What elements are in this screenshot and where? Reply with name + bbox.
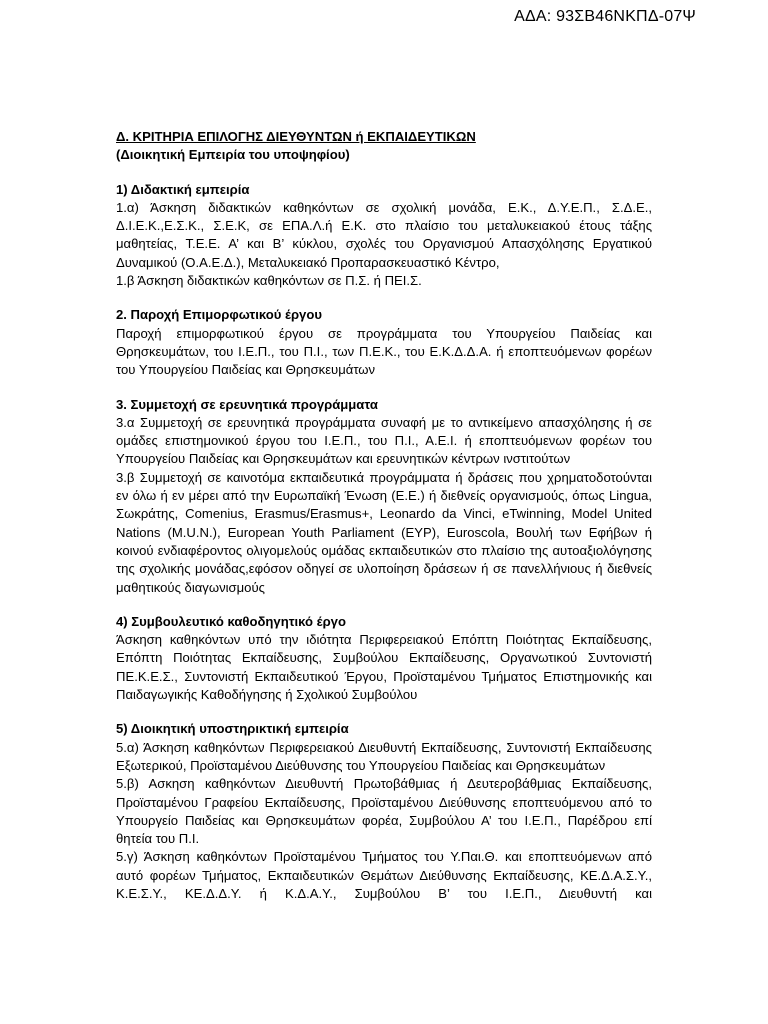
document-title: Δ. ΚΡΙΤΗΡΙΑ ΕΠΙΛΟΓΗΣ ΔΙΕΥΘΥΝΤΩΝ ή ΕΚΠΑΙΔΕΥΤΙΚΩΝ bbox=[116, 129, 476, 144]
document-subtitle: (Διοικητική Εμπειρία του υποψηφίου) bbox=[116, 147, 350, 163]
paragraph: 1.α) Άσκηση διδακτικών καθηκόντων σε σχολική μονάδα, Ε.Κ., Δ.Υ.Ε.Π., Σ.Δ.Ε., Δ.Ι.Ε.Κ.,Ε.Σ.Κ., Σ.Ε.Κ, σε ΕΠΑ.Λ.ή Ε.Κ. στο πλαίσιο του μεταλυκειακού έτους τάξης μαθητείας, Τ.Ε.Ε. Α’ και Β’ κύκλου, σχολές του Οργανισμού Απασχόλησης Εργατικού Δυναμικού (Ο.Α.Ε.Δ.), Μεταλυκειακό Προπαρασκευαστικό Κέντρο, bbox=[116, 199, 652, 270]
section-teaching-experience bbox=[116, 181, 652, 291]
ada-code: ΑΔΑ: 93ΣΒ46ΝΚΠΔ-07Ψ bbox=[514, 8, 696, 25]
section-research-programs bbox=[116, 396, 652, 597]
section-advisory-work bbox=[116, 613, 652, 704]
section-heading: 4) Συμβουλευτικό καθοδηγητικό έργο bbox=[116, 613, 346, 629]
section-training-work bbox=[116, 306, 652, 379]
paragraph: 5.β) Ασκηση καθηκόντων Διευθυντή Πρωτοβάθμιας ή Δευτεροβάθμιας Εκπαίδευσης, Προϊσταμένου Γραφείου Εκπαίδευσης, Προϊσταμένου Διεύθυνσης εποπτευόμενου από το Υπουργείο Παιδείας και Θρησκευμάτων φορέα, Συμβούλου Α’ του Ι.Ε.Π., Παρέδρου επί θητεία του Π.Ι. bbox=[116, 776, 652, 847]
paragraph: 5.γ) Άσκηση καθηκόντων Προϊσταμένου Τμήματος του Υ.Παι.Θ. και εποπτευόμενων από αυτό φορέων Τμήματος, Εκπαιδευτικών Θεμάτων Διεύθυνσης Εκπαίδευσης, ΚΕ.Δ.Α.Σ.Υ., Κ.Ε.Σ.Υ., ΚΕ.Δ.Δ.Υ. ή Κ.Δ.Α.Υ., Συμβούλου Β’ του Ι.Ε.Π., Διευθυντή και bbox=[116, 849, 652, 901]
paragraph: 5.α) Άσκηση καθηκόντων Περιφερειακού Διευθυντή Εκπαίδευσης, Συντονιστή Εκπαίδευσης Εξωτερικού, Προϊσταμένου Διεύθυνσης του Υπουργείου Παιδείας και Θρησκευμάτων bbox=[116, 739, 652, 773]
section-heading: 5) Διοικητική υποστηρικτική εμπειρία bbox=[116, 721, 349, 737]
paragraph: 3.α Συμμετοχή σε ερευνητικά προγράμματα συναφή με το αντικείμενο απασχόλησης ή σε ομάδες επιστημονικού έργου του Ι.Ε.Π., του Π.Ι., Α.Ε.Ι. ή εποπτευόμενων φορέων του Υπουργείου Παιδείας και Θρησκευμάτων και ερευνητικών κέντρων ινστιτούτων bbox=[116, 414, 652, 467]
paragraph: Παροχή επιμορφωτικού έργου σε προγράμματα του Υπουργείου Παιδείας και Θρησκευμάτων, του Ι.Ε.Π., του Π.Ι., των Π.Ε.Κ., του Ε.Κ.Δ.Δ.Α. ή εποπτευόμενων φορέων του Υπουργείου Παιδείας και Θρησκευμάτων bbox=[116, 325, 652, 378]
paragraph: 1.β Άσκηση διδακτικών καθηκόντων σε Π.Σ. ή ΠΕΙ.Σ. bbox=[116, 273, 422, 289]
section-heading: 3. Συμμετοχή σε ερευνητικά προγράμματα bbox=[116, 396, 378, 412]
section-administrative-experience bbox=[116, 720, 652, 903]
document-body bbox=[116, 128, 652, 903]
section-heading: 1) Διδακτική εμπειρία bbox=[116, 181, 250, 197]
paragraph: Άσκηση καθηκόντων υπό την ιδιότητα Περιφερειακού Επόπτη Ποιότητας Εκπαίδευσης, Επόπτη Ποιότητας Εκπαίδευσης, Συμβούλου Εκπαίδευσης, Οργανωτικού Συντονιστή ΠΕ.Κ.Ε.Σ., Συντονιστή Εκπαιδευτικού Έργου, Προϊσταμένου Τμήματος Επιστημονικής και Παιδαγωγικής Καθοδήγησης ή Σχολικού Συμβούλου bbox=[116, 632, 652, 703]
paragraph: 3.β Συμμετοχή σε καινοτόμα εκπαιδευτικά προγράμματα ή δράσεις που χρηματοδοτούνται εν όλω ή εν μέρει από την Ευρωπαϊκή Ένωση (Ε.Ε.) ή διεθνείς οργανισμούς, όπως Lingua, Σωκράτης, Comenius, Erasmus/Erasmus+, Leonardo da Vinci, eTwinning, Model United Nations (M.U.N.), European Youth Parliament (EYP), Euroscola, Βουλή των Εφήβων ή κοινού ενδιαφέροντος ολιγομελούς ομάδας εκπαιδευτικών στο πλαίσιο της αυτοαξιολόγησης της σχολικής μονάδας,εφόσον οδηγεί σε υλοποίηση δράσεων ή σε πανελλήνιους ή διεθνείς μαθητικούς διαγωνισμούς bbox=[116, 469, 652, 595]
section-heading: 2. Παροχή Επιμορφωτικού έργου bbox=[116, 307, 322, 323]
